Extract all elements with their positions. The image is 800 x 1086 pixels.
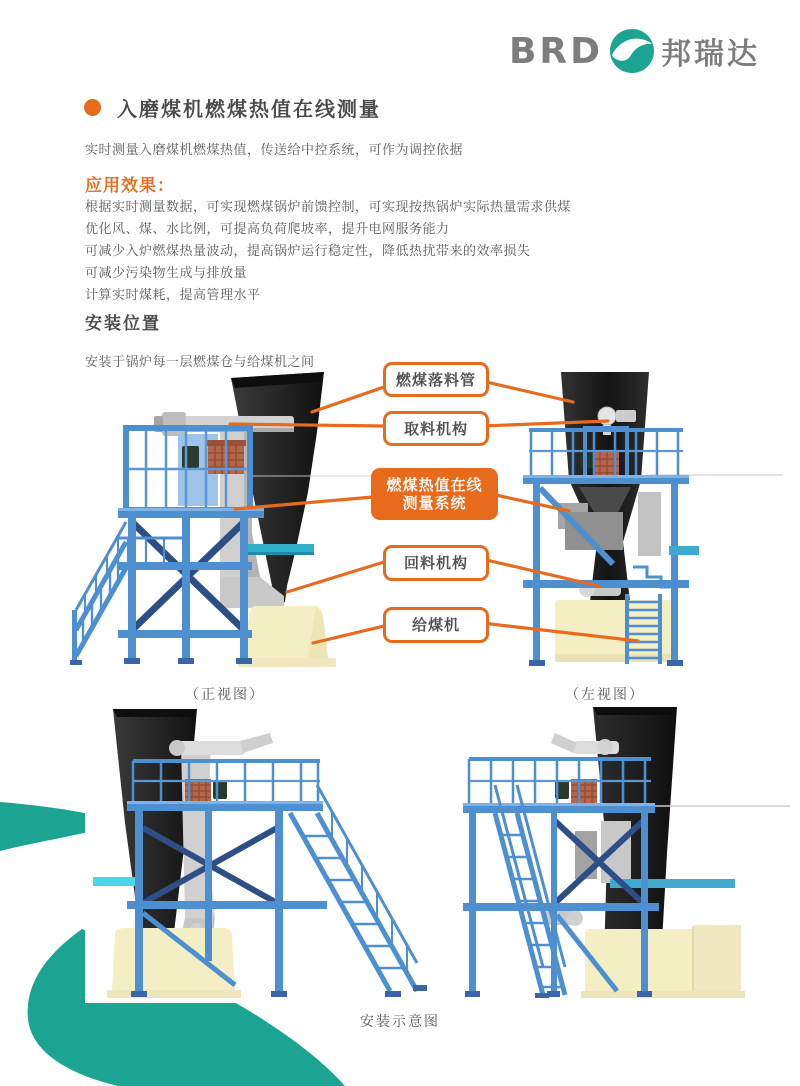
logo-chinese-name: 邦瑞达 — [661, 37, 760, 72]
callout-label: 回料机构 — [403, 554, 468, 572]
callout-sampling-mechanism — [383, 411, 489, 446]
install-heading: 安装位置 — [85, 314, 161, 334]
effect-item: 可减少入炉燃煤热量波动，提高锅炉运行稳定性，降低热扰带来的效率损失 — [85, 244, 531, 259]
bullet-icon — [84, 99, 101, 116]
caption-front-view: （正视图） — [185, 687, 265, 703]
brd-swoosh-icon — [609, 28, 655, 74]
copper-cylinder — [555, 779, 597, 803]
callout-coal-feeder — [383, 607, 489, 643]
effect-item: 优化风、煤、水比例，可提高负荷爬坡率，提升电网服务能力 — [85, 222, 450, 237]
effect-item: 根据实时测量数据，可实现燃煤锅炉前馈控制，可实现按热锅炉实际热量需求供煤 — [85, 200, 572, 215]
effect-item: 可减少污染物生成与排放量 — [85, 266, 248, 281]
title-row — [84, 93, 381, 122]
callout-return-mechanism — [383, 545, 489, 581]
intro-text: 实时测量入磨煤机燃煤热值，传送给中控系统，可作为调控依据 — [85, 143, 464, 158]
sensor-box — [182, 446, 199, 468]
callout-label-line2: 测量系统 — [402, 494, 467, 512]
coal-feeder — [238, 606, 336, 667]
callout-label-line1: 燃煤热值在线 — [386, 476, 483, 494]
cyan-arm — [669, 546, 699, 555]
coal-feeder — [581, 925, 745, 998]
front-view-illustration — [70, 372, 390, 682]
caption-installation-diagram: 安装示意图 — [360, 1014, 440, 1030]
teal-plate — [248, 544, 314, 552]
copper-cylinder — [185, 779, 227, 803]
cyan-bar — [93, 877, 141, 886]
page-title: 入磨煤机燃煤热值在线测量 — [117, 97, 381, 121]
logo-brd-text: BRD — [508, 30, 603, 72]
stairs — [70, 522, 126, 665]
effects-heading: 应用效果： — [85, 176, 175, 196]
stairs — [290, 785, 427, 997]
install-note: 安装于锅炉每一层燃煤仓与给煤机之间 — [85, 355, 315, 370]
callout-label: 燃煤落料管 — [395, 370, 476, 389]
brand-logo — [509, 28, 760, 74]
perspective-view-1 — [85, 703, 460, 1003]
effect-item: 计算实时煤耗，提高管理水平 — [85, 288, 261, 303]
perspective-view-2 — [455, 703, 800, 1003]
callout-coal-drop-pipe — [383, 362, 489, 397]
caption-left-view: （左视图） — [565, 687, 645, 703]
callout-online-measuring-system — [371, 468, 498, 520]
callout-label: 给煤机 — [411, 616, 460, 634]
effects-list — [85, 197, 571, 307]
callout-label: 取料机构 — [403, 419, 468, 438]
left-view-illustration — [503, 372, 715, 682]
